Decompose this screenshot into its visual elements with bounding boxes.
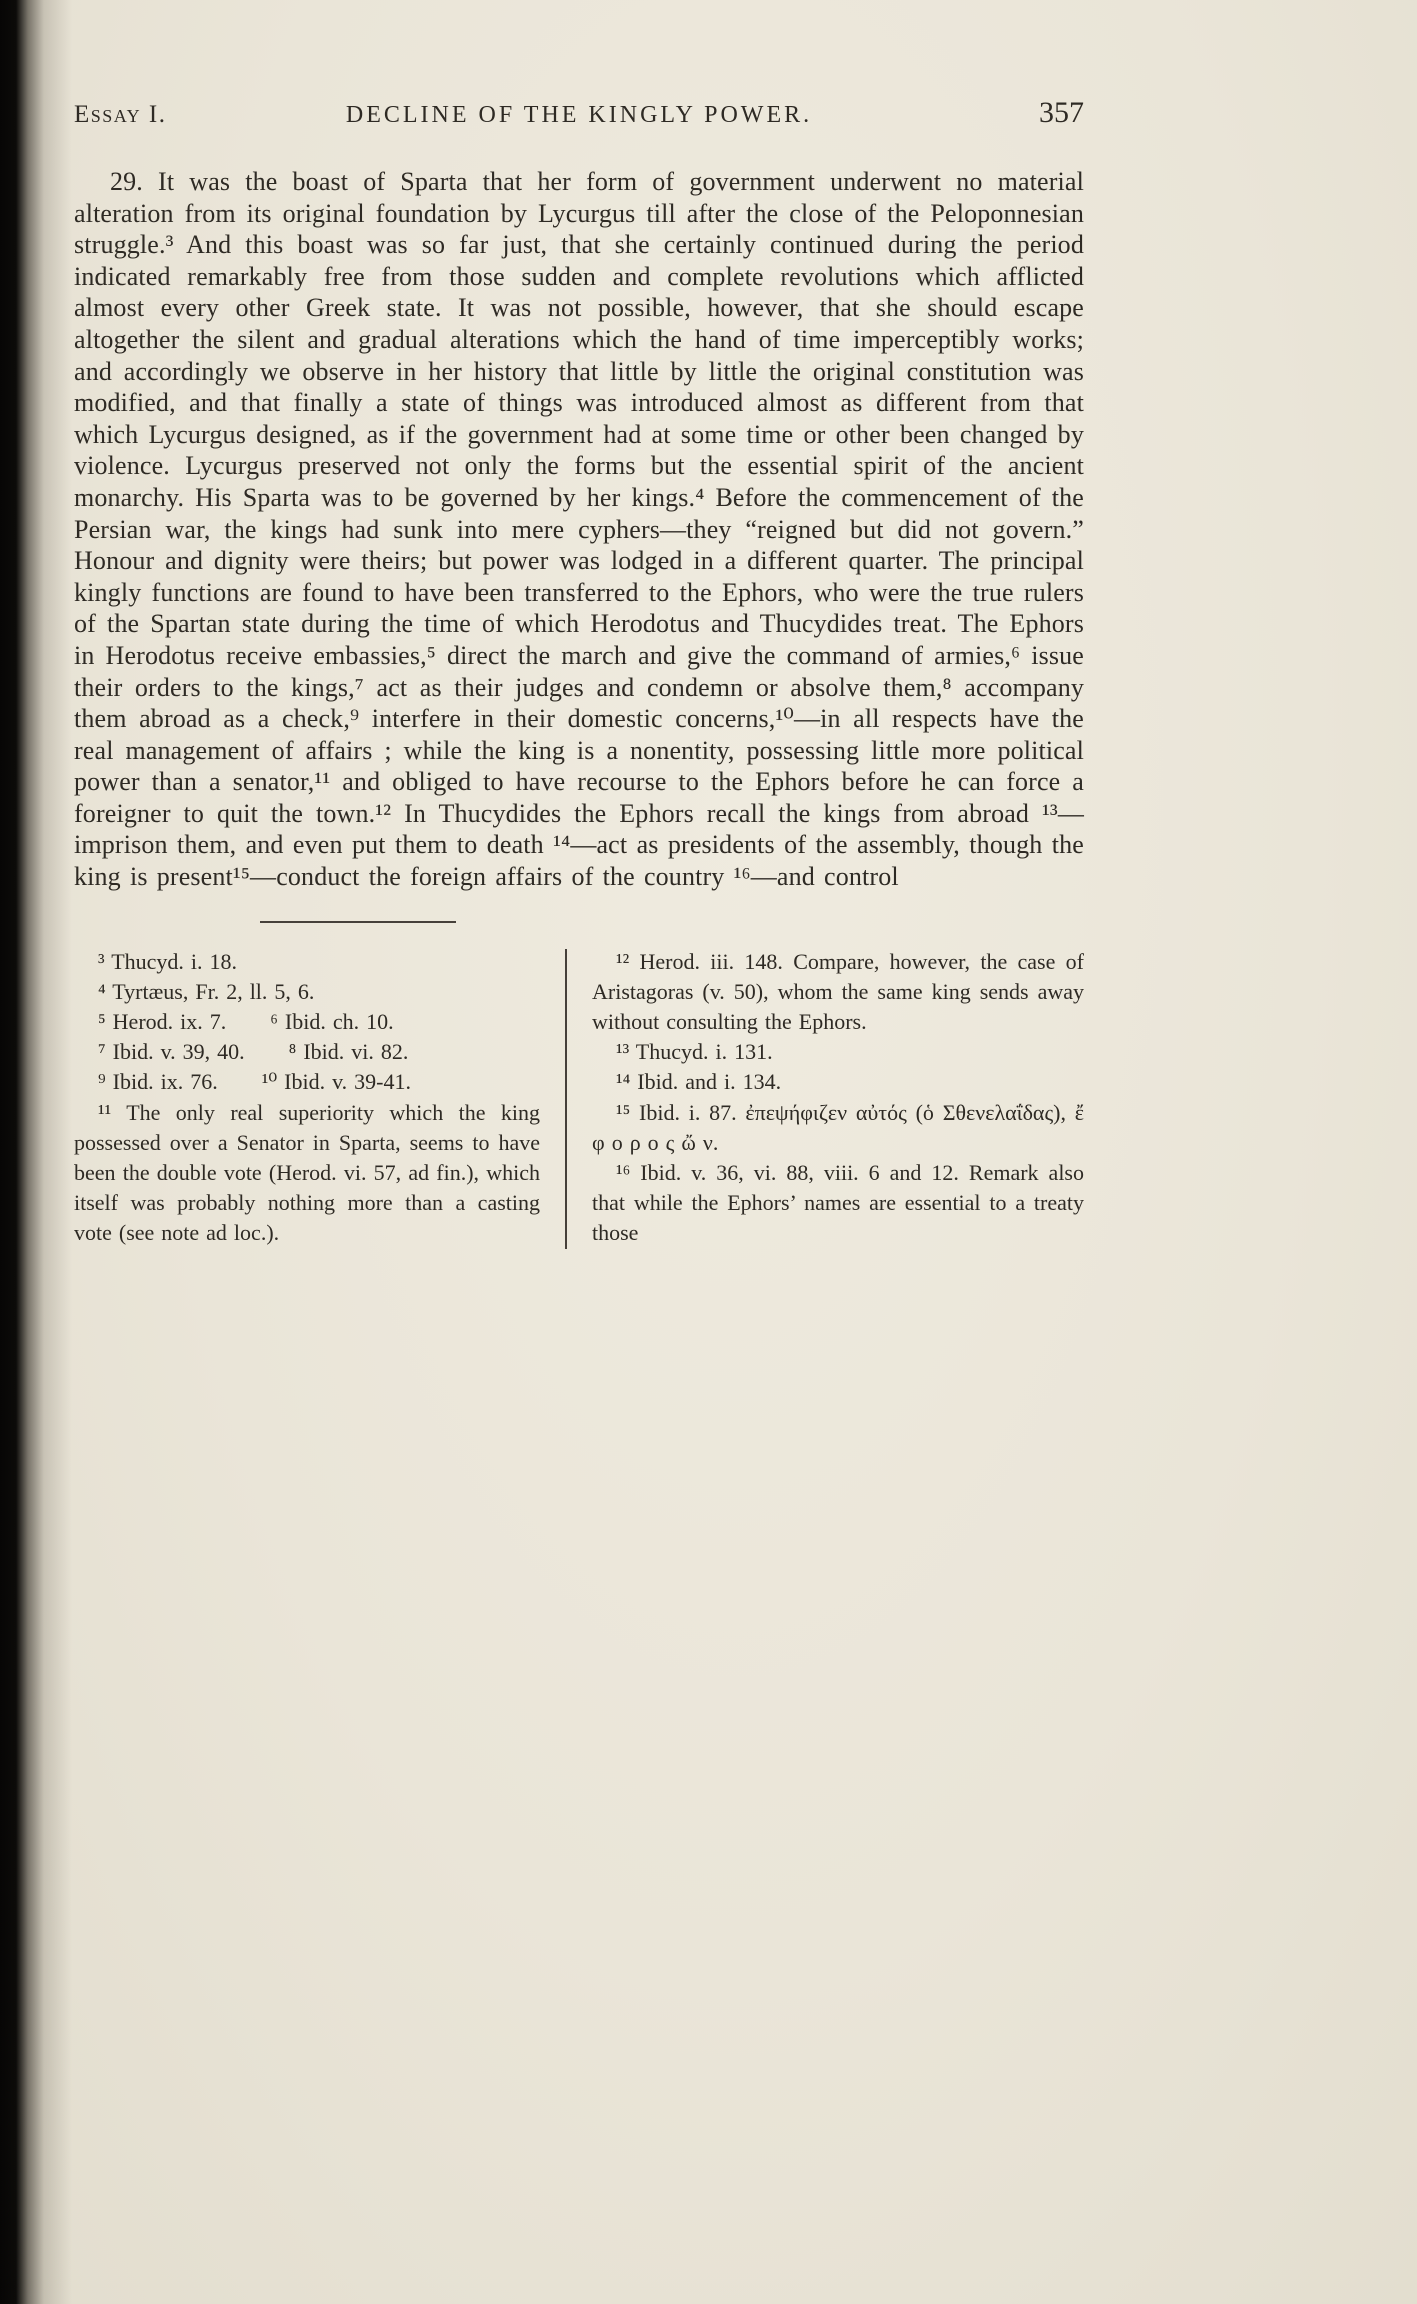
footnote-16: ¹⁶ Ibid. v. 36, vi. 88, viii. 6 and 12. Remark also that while the Ephors’ names are essential to a treaty those (592, 1160, 1084, 1246)
footnotes-right-column (592, 947, 1084, 1249)
footnote-11: ¹¹ The only real superiority which the king possessed over a Senator in Sparta, seems to have been the double vote (Herod. vi. 57, ad fin.), which itself was probably nothing more than a casting vote (see note ad loc.). (74, 1099, 540, 1246)
footnote-12: ¹² Herod. iii. 148. Compare, however, the case of Aristagoras (v. 50), whom the same king sends away without consulting the Ephors. (592, 948, 1084, 1035)
footnotes-section (74, 947, 1084, 1249)
binding-shadow (0, 0, 72, 2304)
footnote-13: ¹³ Thucyd. i. 131. (616, 1039, 773, 1065)
footnotes-left-column (74, 947, 540, 1249)
page-number: 357 (1039, 96, 1085, 129)
footnote-5-6: ⁵ Herod. ix. 7. ⁶ Ibid. ch. 10. (98, 1009, 394, 1035)
page-header (74, 96, 1084, 130)
footnote-column-divider (565, 949, 567, 1249)
footnote-separator-rule (260, 921, 456, 923)
running-header-left: Essay I. (74, 101, 167, 128)
footnote-15: ¹⁵ Ibid. i. 87. ἐπεψήφιζεν αὐτός (ὁ Σθενελαΐδας), ἔ φ ο ρ ο ς ὤ ν. (592, 1099, 1084, 1155)
footnote-3: ³ Thucyd. i. 18. (98, 948, 238, 974)
running-header-title: DECLINE OF THE KINGLY POWER. (345, 102, 813, 128)
footnote-7-8: ⁷ Ibid. v. 39, 40. ⁸ Ibid. vi. 82. (98, 1039, 409, 1065)
footnote-4: ⁴ Tyrtæus, Fr. 2, ll. 5, 6. (98, 978, 315, 1004)
footnote-14: ¹⁴ Ibid. and i. 134. (616, 1069, 782, 1095)
page-content (74, 0, 1084, 1249)
main-paragraph: 29. It was the boast of Sparta that her form of government underwent no material alteration from its original foundation by Lycurgus till after the close of the Peloponnesian struggle.³ And this boast was so far just, that she certainly continued during the period indicated remarkably free from those sudden and complete revolutions which afflicted almost every other Greek state. It was not possible, however, that she should escape altogether the silent and gradual alterations which the hand of time imperceptibly works; and accordingly we observe in her history that little by little the original constitution was modified, and that finally a state of things was introduced almost as different from that which Lycurgus designed, as if the government had at some time or other been changed by violence. Lycurgus preserved not only the forms but the essential spirit of the ancient monarchy. His Sparta was to be governed by her kings.⁴ Before the commencement of the Persian war, the kings had sunk into mere cyphers—they “reigned but did not govern.” Honour and dignity were theirs; but power was lodged in a different quarter. The principal kingly functions are found to have been transferred to the Ephors, who were the true rulers of the Spartan state during the time of which Herodotus and Thucydides treat. The Ephors in Herodotus receive embassies,⁵ direct the march and give the command of armies,⁶ issue their orders to the kings,⁷ act as their judges and condemn or absolve them,⁸ accompany them abroad as a check,⁹ interfere in their domestic concerns,¹⁰—in all respects have the real management of affairs ; while the king is a nonentity, possessing little more political power than a senator,¹¹ and obliged to have recourse to the Ephors before he can force a foreigner to quit the town.¹² In Thucydides the Ephors recall the kings from abroad ¹³—imprison them, and even put them to death ¹⁴—act as presidents of the assembly, though the king is present¹⁵—conduct the foreign affairs of the country ¹⁶—and control (74, 167, 1084, 892)
footnote-9-10: ⁹ Ibid. ix. 76. ¹⁰ Ibid. v. 39-41. (98, 1069, 411, 1095)
